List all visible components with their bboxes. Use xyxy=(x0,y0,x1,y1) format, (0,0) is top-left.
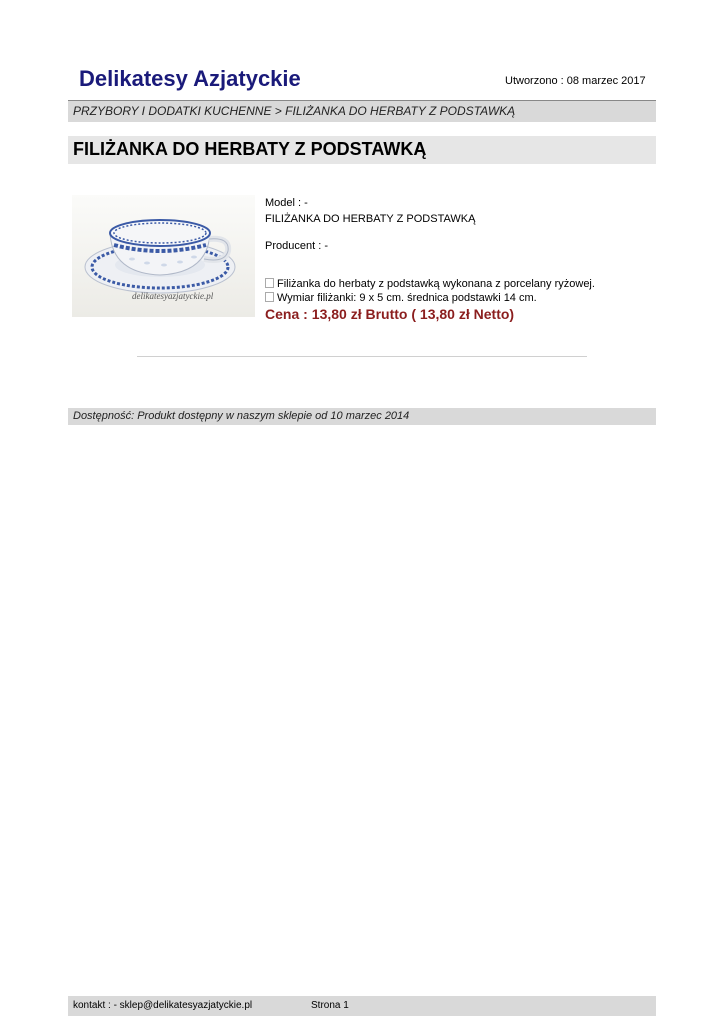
product-title-bar xyxy=(68,136,656,164)
product-title: FILIŻANKA DO HERBATY Z PODSTAWKĄ xyxy=(73,139,427,159)
description-line-2 xyxy=(265,292,537,304)
product-image[interactable] xyxy=(72,195,255,317)
description-line-1 xyxy=(265,278,595,290)
price-label: Cena : xyxy=(265,306,308,322)
product-producer: Producent : - xyxy=(265,240,328,252)
product-name: FILIŻANKA DO HERBATY Z PODSTAWKĄ xyxy=(265,213,476,225)
bullet-icon xyxy=(265,278,274,288)
availability-text: Dostępność: Produkt dostępny w naszym sklepie od 10 marzec 2014 xyxy=(73,410,410,422)
shop-title: Delikatesy Azjatyckie xyxy=(79,66,301,91)
price-line xyxy=(265,306,518,322)
price-value: 13,80 zł Brutto ( 13,80 zł Netto) xyxy=(311,306,515,322)
breadcrumb xyxy=(68,101,656,122)
availability-bar xyxy=(68,408,656,425)
bullet-icon xyxy=(265,292,274,302)
footer-bar xyxy=(68,996,656,1016)
description-text-2: Wymiar filiżanki: 9 x 5 cm. średnica podstawki 14 cm. xyxy=(277,292,537,304)
created-date: Utworzono : 08 marzec 2017 xyxy=(505,75,646,87)
breadcrumb-text[interactable]: PRZYBORY I DODATKI KUCHENNE > FILIŻANKA DO HERBATY Z PODSTAWKĄ xyxy=(73,104,516,118)
product-model: Model : - xyxy=(265,197,308,209)
description-text-1: Filiżanka do herbaty z podstawką wykonana z porcelany ryżowej. xyxy=(277,278,595,290)
image-watermark: delikatesyazjatyckie.pl xyxy=(132,291,214,301)
page-number: Strona 1 xyxy=(311,1000,349,1011)
section-divider xyxy=(137,356,587,357)
footer-contact[interactable]: kontakt : - sklep@delikatesyazjatyckie.pl xyxy=(73,1000,253,1011)
teacup-illustration xyxy=(72,195,255,317)
